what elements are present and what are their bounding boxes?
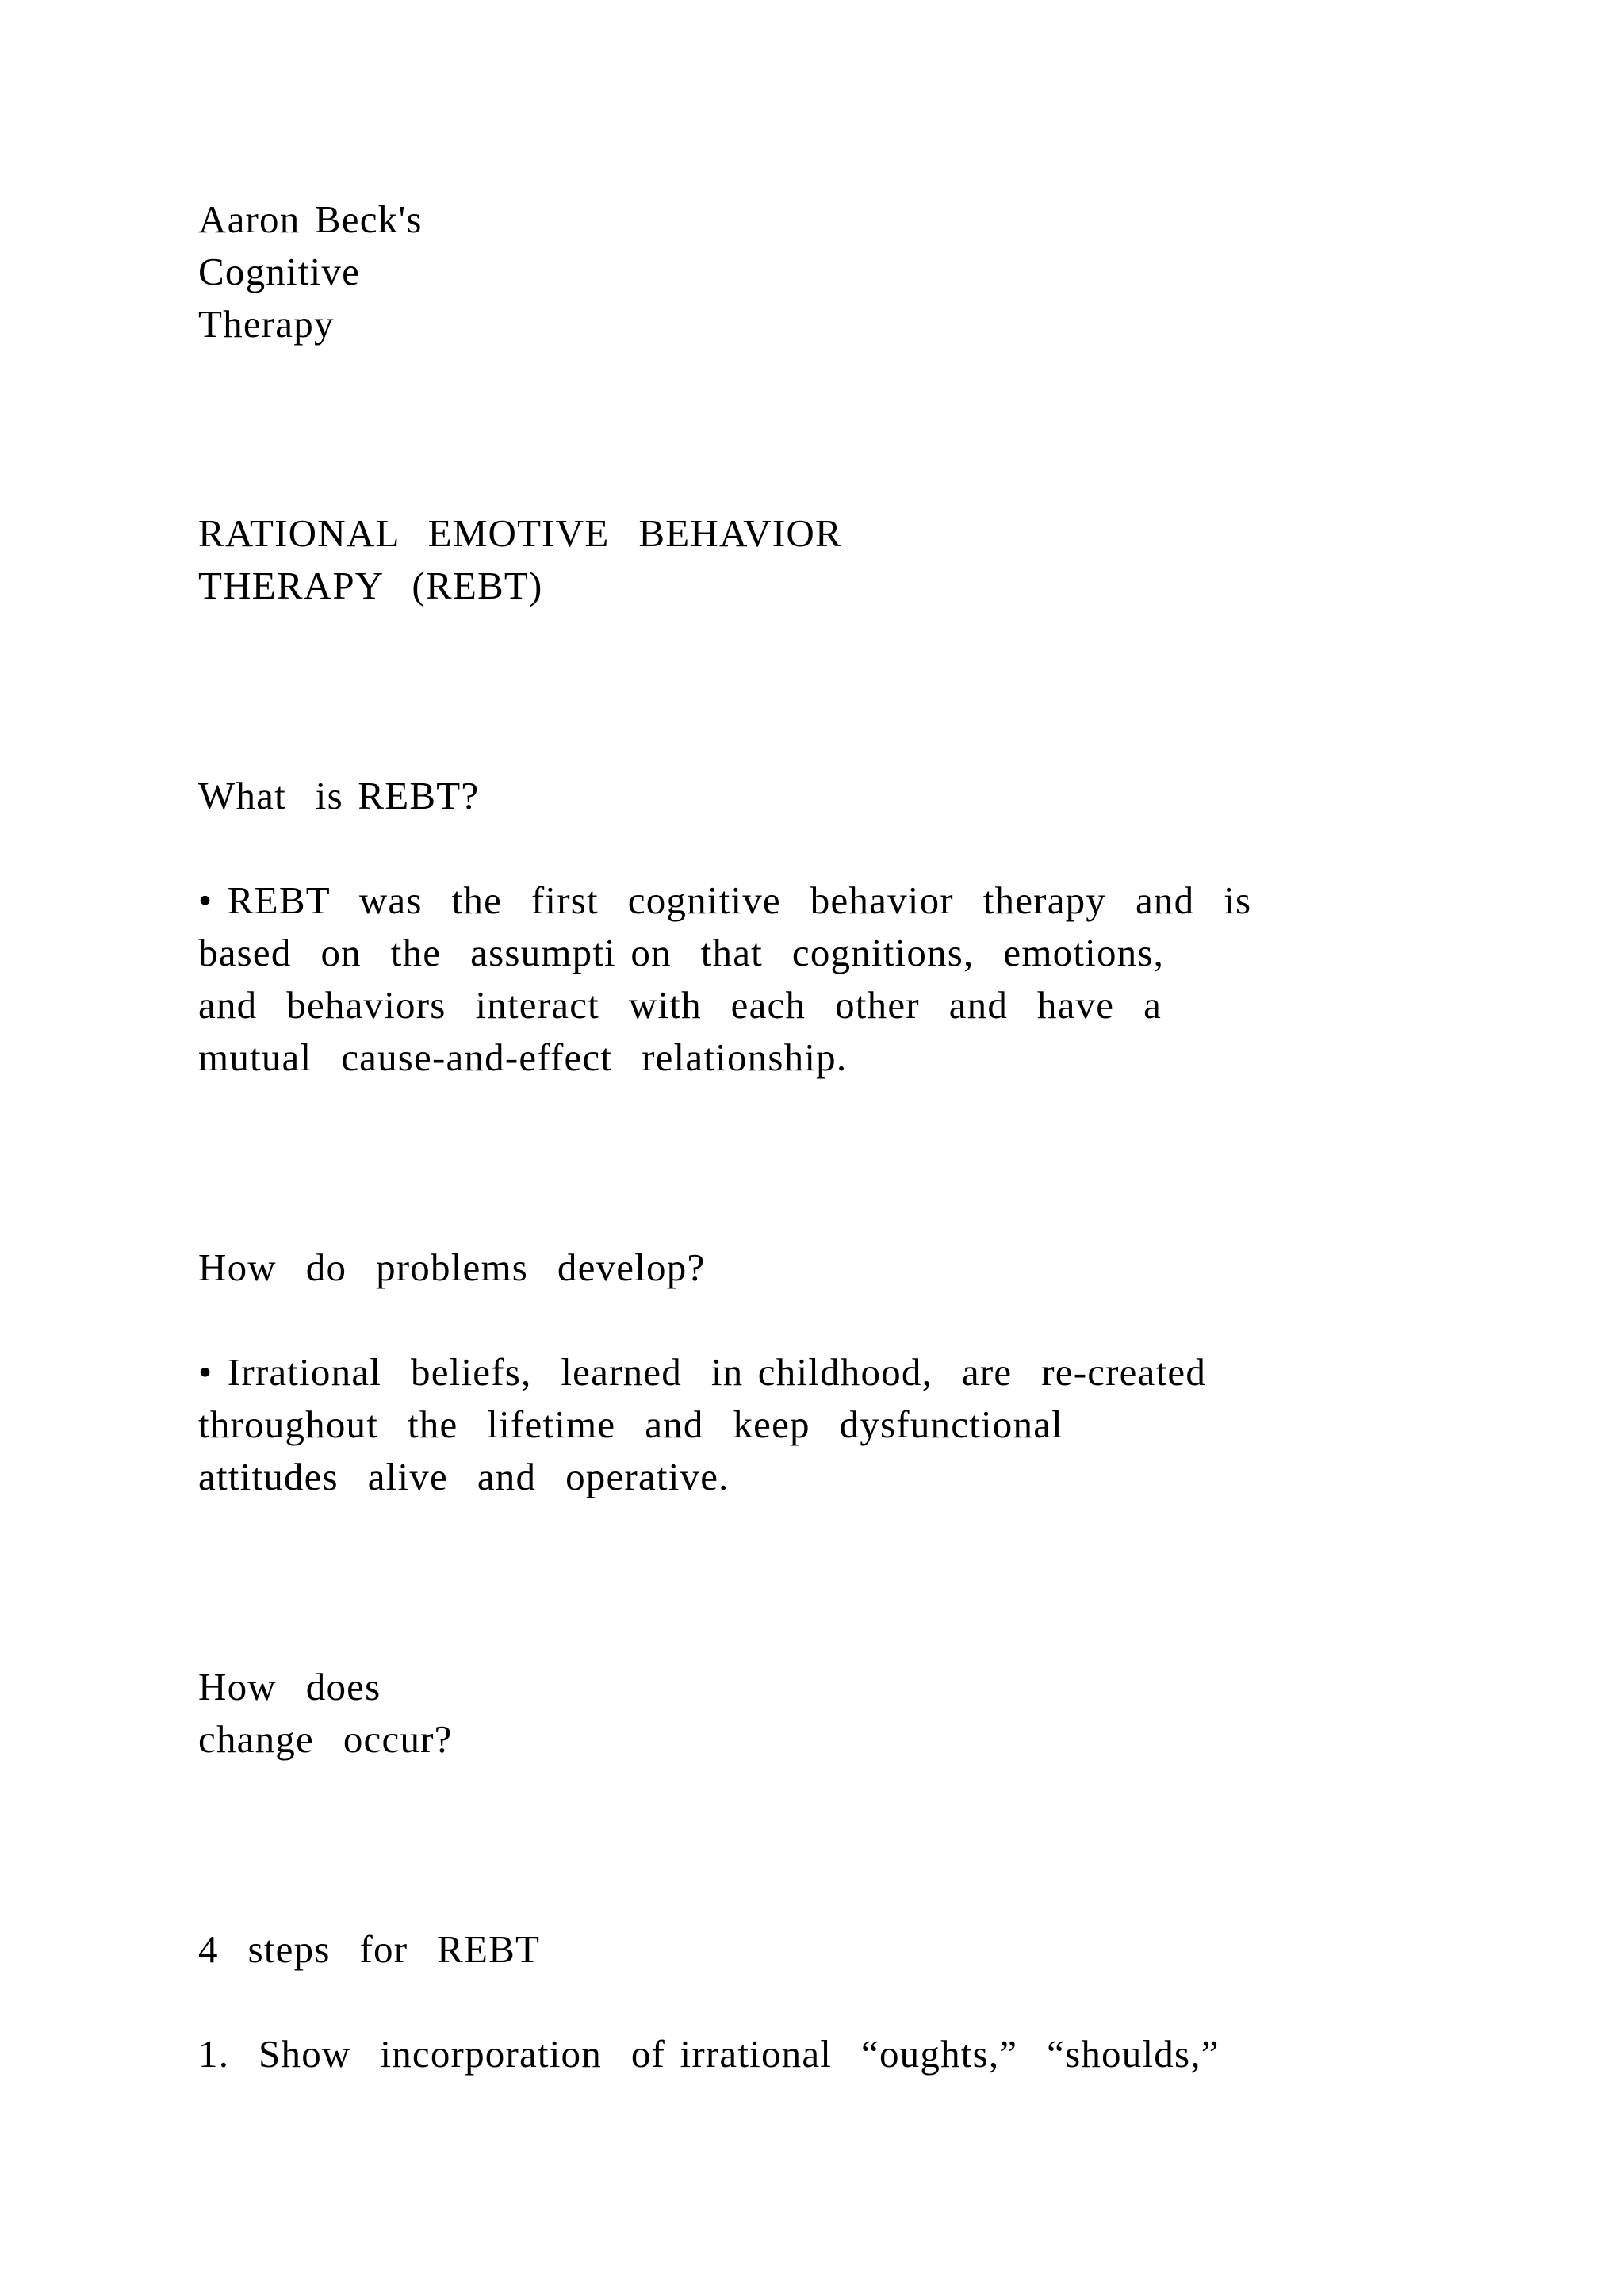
doc-title-line-3: Therapy <box>198 302 335 346</box>
what-bullet-line-1: • REBT was the first cognitive behavior therapy and is <box>198 878 1252 922</box>
doc-title-line-2: Cognitive <box>198 250 361 293</box>
what-bullet-line-2: based on the assumpti on that cognitions, emotions, <box>198 931 1165 974</box>
section-heading-line-2: THERAPY (REBT) <box>198 564 543 607</box>
what-is-rebt-heading: What is REBT? <box>198 774 480 817</box>
what-bullet-line-3: and behaviors interact with each other and have a <box>198 983 1162 1027</box>
problems-bullet-line-2: throughout the lifetime and keep dysfunctional <box>198 1402 1063 1446</box>
problems-heading: How do problems develop? <box>198 1246 706 1289</box>
steps-heading: 4 steps for REBT <box>198 1927 541 1971</box>
what-bullet-line-4: mutual cause-and-effect relationship. <box>198 1035 848 1079</box>
change-heading-line-2: change occur? <box>198 1717 453 1761</box>
problems-bullet-line-3: attitudes alive and operative. <box>198 1455 730 1498</box>
doc-title-line-1: Aaron Beck's <box>198 197 423 241</box>
step-line-1: 1. Show incorporation of irrational “oughts,” “shoulds,” <box>198 2032 1220 2076</box>
change-heading-line-1: How does <box>198 1665 381 1709</box>
section-heading-line-1: RATIONAL EMOTIVE BEHAVIOR <box>198 511 842 555</box>
problems-bullet-line-1: • Irrational beliefs, learned in childhood, are re-created <box>198 1350 1207 1394</box>
